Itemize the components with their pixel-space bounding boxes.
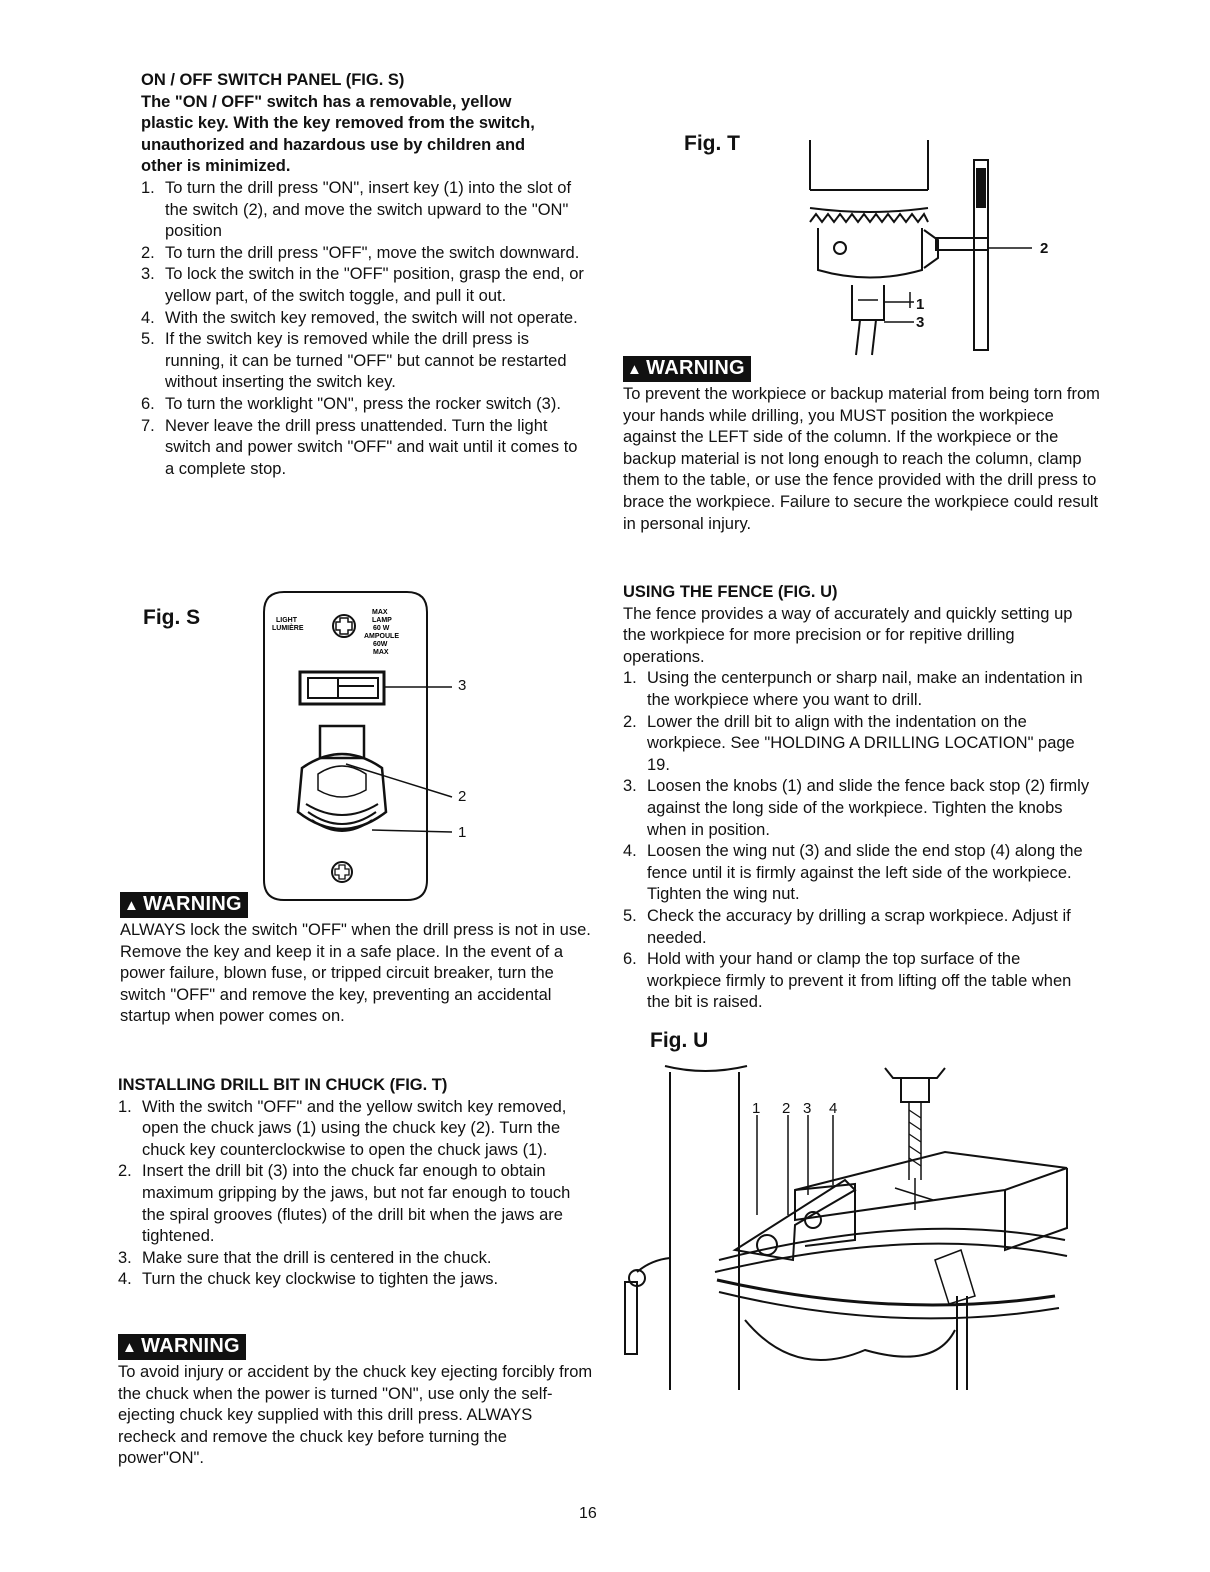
list-item: 2. Lower the drill bit to align with the indentation on the workpiece. See "HOLDING A DRILLING LOCATION" page 19.	[623, 712, 1075, 774]
warning-3	[118, 1334, 593, 1470]
svg-text:LAMP: LAMP	[372, 617, 392, 624]
fig-t-callout-2: 2	[1040, 240, 1049, 257]
fig-t-label: Fig. T	[684, 132, 740, 155]
list-item: 1. Using the centerpunch or sharp nail, make an indentation in the workpiece where you want to drill.	[623, 669, 1083, 709]
fig-s-callout-2: 2	[458, 788, 467, 805]
fig-s-callout-3: 3	[458, 677, 467, 694]
list-item: 1. With the switch "OFF" and the yellow switch key removed, open the chuck jaws (1) using the chuck key (2). Turn the chuck key counterclockwise to open the chuck jaws (1).	[118, 1097, 567, 1159]
switch-steps	[141, 178, 586, 480]
warning-badge: ▲ WARNING	[120, 892, 248, 918]
drill-steps	[118, 1097, 596, 1291]
warning-2	[623, 356, 1103, 535]
list-item: 5. Check the accuracy by drilling a scrap workpiece. Adjust if needed.	[623, 906, 1071, 947]
fence-heading: USING THE FENCE (FIG. U)	[623, 583, 838, 601]
warning-3-text: To avoid injury or accident by the chuck key ejecting forcibly from the chuck when the power is turned "ON", use only the self-ejecting chuck key supplied with this drill press. ALWAYS recheck and remove the chuck key before turning the power"ON".	[118, 1363, 593, 1468]
switch-intro: The "ON / OFF" switch has a removable, yellow plastic key. With the key removed from the switch, unauthorized and hazardous use by children and other is minimized.	[141, 92, 535, 176]
svg-text:LUMIÈRE: LUMIÈRE	[272, 625, 304, 632]
warning-badge: ▲ WARNING	[623, 356, 751, 382]
fence-steps	[623, 668, 1093, 1014]
fence-section	[623, 582, 1093, 1014]
fig-s-callout-1: 1	[458, 824, 467, 841]
page-number: 16	[579, 1505, 597, 1522]
fence-intro: The fence provides a way of accurately and quickly setting up the workpiece for more precision or for repitive drilling operations.	[623, 604, 1073, 666]
list-item: 3. To lock the switch in the "OFF" position, grasp the end, or yellow part, of the switch toggle, and pull it out.	[141, 265, 584, 305]
list-item: 4. With the switch key removed, the switch will not operate.	[141, 308, 578, 327]
list-item: 4. Turn the chuck key clockwise to tighten the jaws.	[118, 1270, 499, 1289]
fig-t-callout-3: 3	[916, 314, 925, 331]
fig-t-callout-1: 1	[916, 296, 925, 313]
svg-text:AMPOULE: AMPOULE	[364, 633, 399, 640]
warning-badge: ▲ WARNING	[118, 1334, 246, 1360]
drill-heading: INSTALLING DRILL BIT IN CHUCK (FIG. T)	[118, 1076, 448, 1094]
fig-u-fence-drawing	[615, 1060, 1075, 1400]
rocker-switch	[300, 672, 384, 704]
fig-u-callout-1: 1	[752, 1100, 761, 1117]
drill-section	[118, 1075, 596, 1291]
list-item: 4. Loosen the wing nut (3) and slide the end stop (4) along the fence until it is firmly against the left side of the workpiece. Tighten the wing nut.	[623, 842, 1083, 904]
warning-triangle-icon: ▲	[122, 1339, 138, 1356]
svg-text:MAX: MAX	[373, 649, 389, 656]
svg-text:MAX: MAX	[372, 609, 388, 616]
list-item: 6. Hold with your hand or clamp the top surface of the workpiece firmly to prevent it from lifting off the table when the bit is raised.	[623, 950, 1072, 1012]
fig-s-switch-panel	[262, 590, 482, 900]
list-item: 1. To turn the drill press "ON", insert key (1) into the slot of the switch (2), and move the switch upward to the "ON" position	[141, 178, 572, 241]
fig-u-label: Fig. U	[650, 1029, 709, 1052]
svg-text:60W: 60W	[373, 641, 388, 648]
fig-u-callout-2: 2	[782, 1100, 791, 1117]
list-item: 3. Make sure that the drill is centered in the chuck.	[118, 1248, 492, 1267]
warning-1	[120, 892, 595, 1028]
list-item: 5. If the switch key is removed while the drill press is running, it can be turned "OFF" but cannot be restarted without inserting the switch key.	[141, 330, 567, 392]
switch-section	[141, 70, 586, 480]
list-item: 2. Insert the drill bit (3) into the chuck far enough to obtain maximum gripping by the jaws, but not far enough to touch the spiral grooves (flutes) of the drill bit when the jaws are tightened.	[118, 1162, 571, 1246]
fig-u-callout-3: 3	[803, 1100, 812, 1117]
svg-text:60 W: 60 W	[373, 625, 390, 632]
list-item: 2. To turn the drill press "OFF", move the switch downward.	[141, 243, 580, 262]
list-item: 7. Never leave the drill press unattended. Turn the light switch and power switch "OFF" and wait until it comes to a complete stop.	[141, 416, 578, 478]
warning-triangle-icon: ▲	[124, 897, 140, 914]
warning-triangle-icon: ▲	[627, 361, 643, 378]
warning-2-text: To prevent the workpiece or backup material from being torn from your hands while drilling, you MUST position the workpiece against the LEFT side of the column. If the workpiece or the backup material is not long enough to reach the column, clamp them to the table, or use the fence provided with the drill press to brace the workpiece. Failure to secure the workpiece could result in personal injury.	[623, 385, 1100, 533]
list-item: 3. Loosen the knobs (1) and slide the fence back stop (2) firmly against the long side of the workpiece. Tighten the knobs when in position.	[623, 777, 1090, 839]
panel-light-text: LIGHT	[276, 617, 297, 624]
list-item: 6. To turn the worklight "ON", press the rocker switch (3).	[141, 394, 561, 413]
switch-heading: ON / OFF SWITCH PANEL (FIG. S)	[141, 71, 405, 89]
warning-1-text: ALWAYS lock the switch "OFF" when the drill press is not in use. Remove the key and keep it in a safe place. In the event of a power failure, blown fuse, or tripped circuit breaker, turn the switch "OFF" and remove the key, preventing an accidental startup when power comes on.	[120, 921, 591, 1026]
fig-s-label: Fig. S	[143, 606, 201, 629]
fig-u-callout-4: 4	[829, 1100, 838, 1117]
